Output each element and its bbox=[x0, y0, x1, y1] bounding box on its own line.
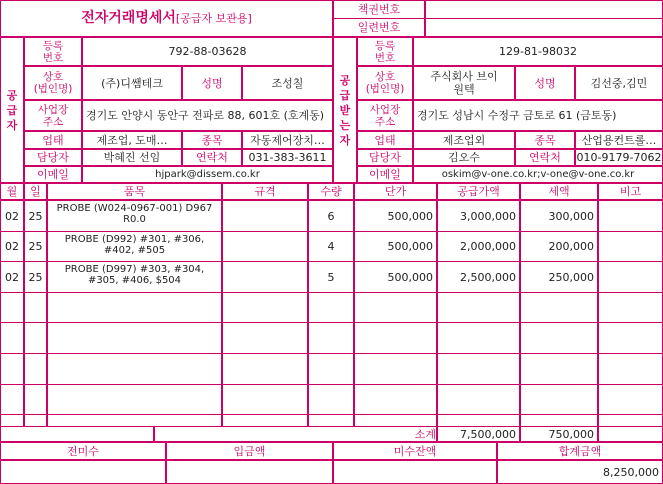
receiver-addr-label: 사업장 주소 bbox=[357, 100, 413, 131]
empty-cell bbox=[598, 353, 663, 385]
supplier-side-char: 자 bbox=[6, 118, 18, 132]
receiver-side-char: 공 bbox=[339, 73, 351, 87]
empty-cell bbox=[598, 292, 663, 323]
empty-cell bbox=[222, 322, 308, 354]
supplier-company-name: (주)디쌤테크 bbox=[82, 66, 182, 100]
item-cell-name: PROBE (D997) #303, #304, #305, #406, $504 bbox=[47, 261, 222, 293]
column-header: 공급가액 bbox=[437, 183, 520, 200]
item-cell-name: PROBE (D992) #301, #306, #402, #505 bbox=[47, 231, 222, 262]
item-cell-qty: 5 bbox=[308, 261, 354, 293]
grand-total-value: 8,250,000 bbox=[497, 460, 663, 484]
supplier-reg-number: 792-88-03628 bbox=[82, 37, 333, 66]
receiver-email-label: 이메일 bbox=[357, 166, 413, 183]
receiver-contact-label: 담당자 bbox=[357, 149, 413, 166]
empty-cell bbox=[308, 322, 354, 354]
receiver-item: 산업용컨트롤… bbox=[575, 131, 663, 149]
item-cell-price: 500,000 bbox=[354, 200, 437, 232]
item-cell-day: 25 bbox=[24, 231, 47, 262]
supplier-item: 자동제어장치… bbox=[242, 131, 333, 149]
receiver-biztype: 제조업외 bbox=[413, 131, 515, 149]
supplier-email: hjpark@dissem.co.kr bbox=[82, 166, 333, 183]
empty-cell bbox=[598, 384, 663, 415]
empty-cell bbox=[0, 384, 24, 415]
book-number-value bbox=[425, 0, 663, 19]
receiver-side-char: 급 bbox=[339, 88, 351, 102]
empty-cell bbox=[354, 322, 437, 354]
item-cell-spec bbox=[222, 231, 308, 262]
receiver-reg-number: 129-81-98032 bbox=[413, 37, 663, 66]
empty-cell bbox=[47, 353, 222, 385]
receiver-rep-name: 김선중,김민 bbox=[575, 66, 663, 100]
empty-cell bbox=[222, 353, 308, 385]
receiver-side-char: 자 bbox=[339, 133, 351, 147]
supplier-rep-name: 조성칠 bbox=[242, 66, 333, 100]
empty-cell bbox=[437, 384, 520, 415]
supplier-phone: 031-383-3611 bbox=[242, 149, 333, 166]
item-cell-tax: 200,000 bbox=[520, 231, 598, 262]
item-cell-supply: 2,000,000 bbox=[437, 231, 520, 262]
empty-cell bbox=[354, 292, 437, 323]
empty-cell bbox=[354, 353, 437, 385]
supplier-address: 경기도 안양시 동안구 전파로 88, 601호 (호계동) bbox=[82, 100, 333, 131]
receiver-email: oskim@v-one.co.kr;v-one@v-one.co.kr bbox=[413, 166, 663, 183]
empty-cell bbox=[47, 322, 222, 354]
receiver-side-label bbox=[333, 37, 357, 183]
subtotal-label: 소계 bbox=[154, 426, 437, 442]
receiver-name-label: 상호 (법인명) bbox=[357, 66, 413, 100]
item-cell-qty: 4 bbox=[308, 231, 354, 262]
supplier-side-char: 공 bbox=[6, 88, 18, 102]
empty-cell bbox=[308, 353, 354, 385]
item-cell-spec bbox=[222, 200, 308, 232]
item-cell-price: 500,000 bbox=[354, 261, 437, 293]
subtotal-tax: 750,000 bbox=[520, 426, 598, 442]
empty-cell bbox=[308, 384, 354, 415]
serial-number-label: 일련번호 bbox=[333, 18, 425, 37]
item-cell-note bbox=[598, 231, 663, 262]
receiver-address: 경기도 성남시 수정구 금토로 61 (금토동) bbox=[413, 100, 663, 131]
item-cell-price: 500,000 bbox=[354, 231, 437, 262]
receiver-side-char: 받 bbox=[339, 103, 351, 117]
empty-cell bbox=[24, 384, 47, 415]
item-cell-supply: 2,500,000 bbox=[437, 261, 520, 293]
supplier-biztype-label: 업태 bbox=[24, 131, 82, 149]
serial-number-value bbox=[425, 18, 663, 37]
received-label: 입금액 bbox=[166, 442, 333, 460]
column-header: 단가 bbox=[354, 183, 437, 200]
empty-cell bbox=[520, 292, 598, 323]
item-cell-day: 25 bbox=[24, 261, 47, 293]
empty-cell bbox=[354, 384, 437, 415]
item-cell-month: 02 bbox=[0, 200, 24, 232]
supplier-name-label: 상호 (법인명) bbox=[24, 66, 82, 100]
empty-cell bbox=[308, 292, 354, 323]
item-cell-tax: 300,000 bbox=[520, 200, 598, 232]
empty-cell bbox=[520, 353, 598, 385]
received-value bbox=[166, 460, 333, 484]
empty-cell bbox=[437, 322, 520, 354]
column-header: 일 bbox=[24, 183, 47, 200]
item-cell-note bbox=[598, 261, 663, 293]
receiver-reg-label: 등록 번호 bbox=[357, 37, 413, 66]
empty-cell bbox=[0, 322, 24, 354]
supplier-side-char: 급 bbox=[6, 103, 18, 117]
empty-cell bbox=[24, 322, 47, 354]
item-cell-qty: 6 bbox=[308, 200, 354, 232]
empty-cell bbox=[0, 292, 24, 323]
receiver-rep-label: 성명 bbox=[515, 66, 575, 100]
item-cell-tax: 250,000 bbox=[520, 261, 598, 293]
empty-cell bbox=[520, 322, 598, 354]
receiver-item-label: 종목 bbox=[515, 131, 575, 149]
column-header: 월 bbox=[0, 183, 24, 200]
supplier-item-label: 종목 bbox=[182, 131, 242, 149]
title-text: 전자거래명세서 bbox=[81, 10, 176, 26]
empty-cell bbox=[24, 292, 47, 323]
empty-cell bbox=[520, 384, 598, 415]
receiver-biztype-label: 업태 bbox=[357, 131, 413, 149]
supplier-addr-label: 사업장 주소 bbox=[24, 100, 82, 131]
supplier-side-label bbox=[0, 37, 24, 183]
column-header: 규격 bbox=[222, 183, 308, 200]
item-cell-note bbox=[598, 200, 663, 232]
receiver-contact: 김오수 bbox=[413, 149, 515, 166]
unpaid-balance-label: 미수잔액 bbox=[333, 442, 497, 460]
column-header: 비고 bbox=[598, 183, 663, 200]
supplier-email-label: 이메일 bbox=[24, 166, 82, 183]
item-cell-month: 02 bbox=[0, 231, 24, 262]
column-header: 수량 bbox=[308, 183, 354, 200]
item-cell-month: 02 bbox=[0, 261, 24, 293]
empty-cell bbox=[0, 353, 24, 385]
empty-cell bbox=[222, 292, 308, 323]
supplier-phone-label: 연락처 bbox=[182, 149, 242, 166]
empty-cell bbox=[222, 384, 308, 415]
document-title bbox=[0, 0, 333, 37]
item-cell-name: PROBE (W024-0967-001) D967 R0.0 bbox=[47, 200, 222, 232]
subtotal-supply: 7,500,000 bbox=[437, 426, 520, 442]
receiver-phone: 010-9179-7062 bbox=[576, 151, 662, 164]
prev-unpaid-label: 전미수 bbox=[0, 442, 166, 460]
empty-cell bbox=[437, 353, 520, 385]
supplier-rep-label: 성명 bbox=[182, 66, 242, 100]
subtotal-note bbox=[598, 426, 663, 442]
title-subtitle: [공급자 보관용] bbox=[175, 12, 252, 25]
item-cell-spec bbox=[222, 261, 308, 293]
column-header: 품목 bbox=[47, 183, 222, 200]
column-header: 세액 bbox=[520, 183, 598, 200]
subtotal-blank-left bbox=[0, 426, 154, 442]
item-cell-day: 25 bbox=[24, 200, 47, 232]
receiver-side-char: 는 bbox=[339, 118, 351, 132]
prev-unpaid-value bbox=[0, 460, 166, 484]
empty-cell bbox=[437, 292, 520, 323]
empty-cell bbox=[598, 322, 663, 354]
receiver-phone-label: 연락처 bbox=[515, 149, 575, 166]
supplier-contact: 박혜진 선임 bbox=[82, 149, 182, 166]
empty-cell bbox=[24, 353, 47, 385]
supplier-biztype: 제조업, 도매… bbox=[82, 131, 182, 149]
item-cell-supply: 3,000,000 bbox=[437, 200, 520, 232]
receiver-company-name: 주식회사 브이 원텍 bbox=[413, 66, 515, 100]
supplier-contact-label: 담당자 bbox=[24, 149, 82, 166]
empty-cell bbox=[47, 292, 222, 323]
book-number-label: 책권번호 bbox=[333, 0, 425, 19]
supplier-reg-label: 등록 번호 bbox=[24, 37, 82, 66]
grand-total-label: 합계금액 bbox=[497, 442, 663, 460]
empty-cell bbox=[47, 384, 222, 415]
unpaid-balance-value bbox=[333, 460, 497, 484]
